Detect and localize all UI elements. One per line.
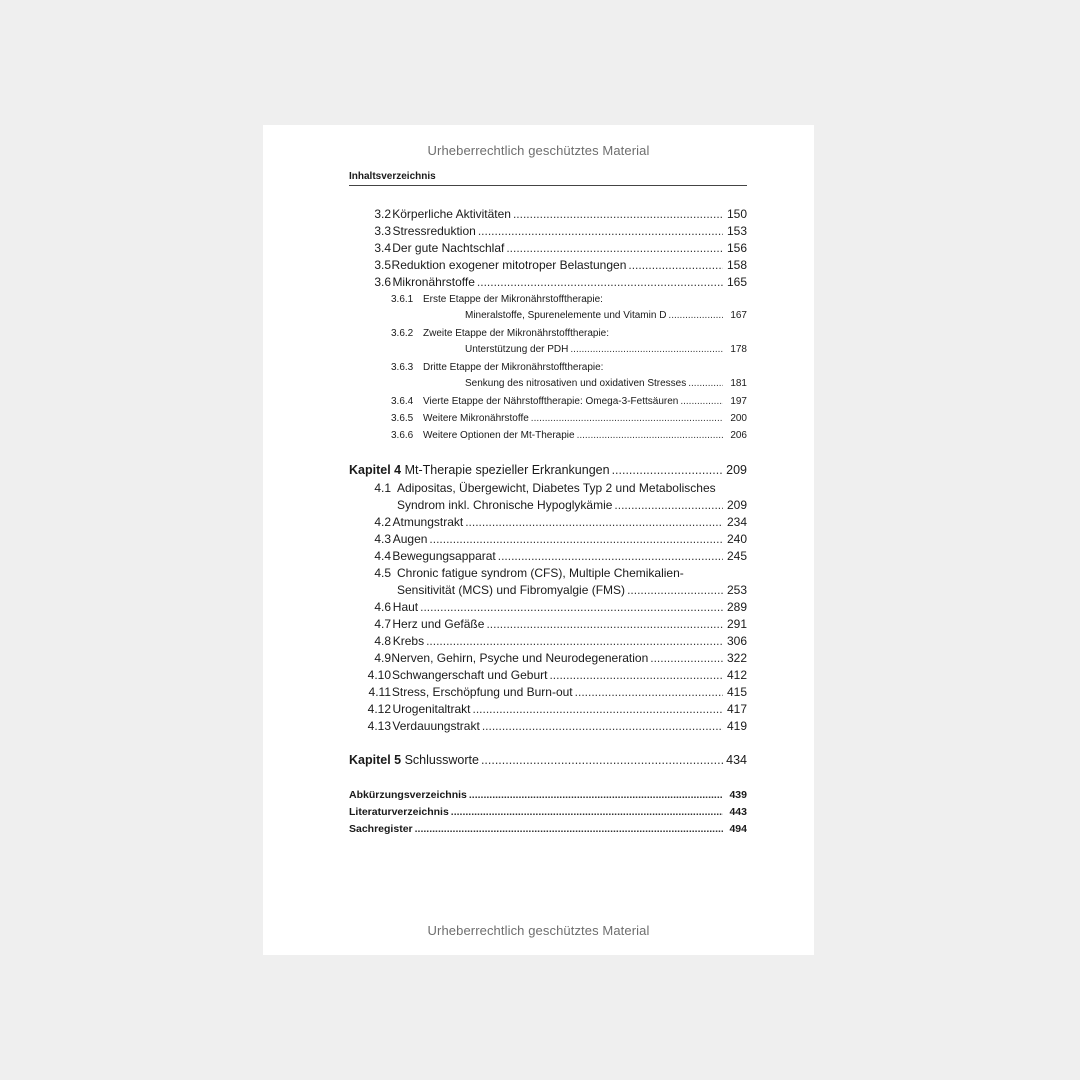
entry-number: 3.6.6 [391,430,414,441]
entry-page: 200 [730,413,747,424]
entry-number: 4.3 [374,532,391,546]
toc-entry-3-5[interactable] [349,258,747,274]
chapter-label: Kapitel 4 [349,463,402,477]
entry-title-line2: Sensitivität (MCS) und Fibromyalgie (FMS) [397,583,626,597]
leader-dots [482,719,723,733]
leader-dots [577,430,723,441]
entry-title: Atmungstrakt [392,515,464,529]
leader-dots [451,806,723,818]
toc-entry-4-11[interactable] [349,685,747,701]
toc-entry-3-6-3-cont[interactable] [349,378,747,394]
entry-page: 209 [726,498,747,512]
entry-number: 4.11 [368,685,391,699]
entry-number: 4.13 [367,719,391,733]
leader-dots [650,651,723,665]
entry-number: 4.10 [367,668,391,682]
toc-entry-3-6-2-cont[interactable] [349,344,747,360]
entry-page: 153 [726,224,747,238]
entry-title: Körperliche Aktivitäten [392,207,511,221]
leader-dots [513,207,723,221]
entry-number: 3.6.4 [391,396,414,407]
chapter-heading [349,463,610,477]
entry-number: 3.2 [374,207,391,221]
entry-number: 4.7 [374,617,391,631]
toc-entry-3-6-1[interactable] [349,294,747,310]
entry-title: Stress, Erschöpfung und Burn-out [391,685,573,699]
leader-dots [478,224,723,238]
entry-page: 434 [726,753,747,767]
entry-number: 3.3 [374,224,391,238]
leader-dots [473,702,723,716]
chapter-heading [349,753,479,767]
entry-number: 4.1 [374,481,391,495]
entry-title: Haut [392,600,419,614]
entry-page: 167 [730,310,747,321]
chapter-title: Mt-Therapie spezieller Erkrankungen [404,463,610,477]
leader-dots [469,789,723,801]
leader-dots [486,617,723,631]
entry-number: 3.6.1 [391,294,414,305]
toc-entry-4-9[interactable] [349,651,747,667]
entry-page: 439 [729,789,747,801]
entry-title: Abkürzungsverzeichnis [349,789,467,801]
entry-number: 4.5 [374,566,391,580]
entry-page: 158 [726,258,747,272]
entry-number: 3.4 [374,241,391,255]
leader-dots [628,258,723,272]
toc-entry-4-1[interactable] [349,481,747,497]
running-head: Inhaltsverzeichnis [349,171,747,186]
toc-entry-4-8[interactable] [349,634,747,650]
entry-page: 306 [726,634,747,648]
watermark-top: Urheberrechtlich geschütztes Material [427,143,650,158]
entry-page: 234 [726,515,747,529]
entry-title-line1: Zweite Etappe der Mikronährstofftherapie: [423,328,610,339]
entry-title-line2: Syndrom inkl. Chronische Hypoglykämie [397,498,613,512]
entry-title-line1: Adipositas, Übergewicht, Diabetes Typ 2 und Metabolisches [397,481,716,495]
leader-dots [612,463,723,477]
toc-literaturverzeichnis[interactable] [349,806,747,822]
toc-entry-4-3[interactable] [349,532,747,548]
toc-entry-3-4[interactable] [349,241,747,257]
entry-number: 3.6.2 [391,328,414,339]
book-page [263,125,814,955]
entry-title: Urogenitaltrakt [392,702,471,716]
toc-sachregister[interactable] [349,823,747,839]
entry-page: 289 [726,600,747,614]
entry-title: Sachregister [349,823,413,835]
toc-entry-4-6[interactable] [349,600,747,616]
entry-title-line1: Chronic fatigue syndrom (CFS), Multiple Chemikalien- [397,566,684,580]
entry-title-line2: Unterstützung der PDH [465,344,569,355]
toc-chapter-4[interactable] [349,463,747,479]
entry-title: Literaturverzeichnis [349,806,449,818]
leader-dots [575,685,723,699]
entry-number: 4.2 [374,515,391,529]
entry-title: Herz und Gefäße [392,617,485,631]
leader-dots [531,413,723,424]
entry-title: Augen [392,532,428,546]
entry-page: 245 [726,549,747,563]
toc-entry-4-2[interactable] [349,515,747,531]
toc-chapter-5[interactable] [349,753,747,769]
leader-dots [498,549,723,563]
toc-entry-3-6-6[interactable] [349,430,747,446]
entry-page: 494 [729,823,747,835]
leader-dots [481,753,723,767]
entry-page: 181 [730,378,747,389]
leader-dots [426,634,723,648]
toc-entry-3-6-4[interactable] [349,396,747,412]
entry-number: 3.6.5 [391,413,414,424]
toc-entry-3-6-3[interactable] [349,362,747,378]
leader-dots [549,668,723,682]
entry-number: 3.6.3 [391,362,414,373]
entry-number: 4.6 [374,600,391,614]
entry-page: 197 [730,396,747,407]
chapter-label: Kapitel 5 [349,753,402,767]
entry-title-line1: Dritte Etappe der Mikronährstofftherapie: [423,362,604,373]
leader-dots [688,378,723,389]
watermark-bottom: Urheberrechtlich geschütztes Material [427,923,650,938]
chapter-title: Schlussworte [404,753,479,767]
leader-dots [627,583,723,597]
toc-entry-3-2[interactable] [349,207,747,223]
entry-page: 240 [726,532,747,546]
entry-title: Reduktion exogener mitotroper Belastungen [391,258,627,272]
entry-title: Vierte Etappe der Nährstofftherapie: Omega-3-Fettsäuren [423,396,679,407]
toc-entry-4-1-cont[interactable] [349,498,747,514]
entry-page: 419 [726,719,747,733]
entry-page: 209 [726,463,747,477]
entry-title: Weitere Optionen der Mt-Therapie [423,430,575,441]
entry-title: Stressreduktion [392,224,476,238]
toc-entry-3-6-5[interactable] [349,413,747,429]
entry-page: 443 [729,806,747,818]
entry-page: 322 [726,651,747,665]
entry-page: 156 [726,241,747,255]
entry-title: Nerven, Gehirn, Psyche und Neurodegeneration [391,651,649,665]
toc-entry-4-13[interactable] [349,719,747,735]
entry-title: Krebs [392,634,425,648]
entry-page: 412 [726,668,747,682]
leader-dots [506,241,723,255]
leader-dots [420,600,723,614]
entry-number: 4.12 [367,702,391,716]
toc-abkuerzungsverzeichnis[interactable] [349,789,747,805]
toc-entry-4-5-cont[interactable] [349,583,747,599]
entry-number: 3.5 [374,258,391,272]
entry-page: 165 [726,275,747,289]
entry-title: Der gute Nachtschlaf [392,241,505,255]
toc-entry-4-4[interactable] [349,549,747,565]
toc-entry-4-5[interactable] [349,566,747,582]
entry-page: 417 [726,702,747,716]
toc-entry-3-6[interactable] [349,275,747,291]
entry-page: 291 [726,617,747,631]
leader-dots [477,275,723,289]
entry-number: 4.8 [374,634,391,648]
entry-title: Mikronährstoffe [392,275,475,289]
entry-title-line2: Senkung des nitrosativen und oxidativen Stresses [465,378,687,389]
entry-number: 3.6 [374,275,391,289]
entry-title: Weitere Mikronährstoffe [423,413,529,424]
toc-entry-4-12[interactable] [349,702,747,718]
leader-dots [465,515,723,529]
entry-title-line2: Mineralstoffe, Spurenelemente und Vitamin D [465,310,667,321]
leader-dots [429,532,723,546]
entry-number: 4.9 [374,651,391,665]
entry-page: 253 [726,583,747,597]
entry-page: 415 [726,685,747,699]
entry-title-line1: Erste Etappe der Mikronährstofftherapie: [423,294,603,305]
toc-entry-3-6-2[interactable] [349,328,747,344]
leader-dots [614,498,723,512]
entry-page: 206 [730,430,747,441]
entry-number: 4.4 [374,549,391,563]
entry-title: Schwangerschaft und Geburt [392,668,548,682]
toc-entry-3-6-1-cont[interactable] [349,310,747,326]
entry-title: Verdauungstrakt [392,719,480,733]
toc-entry-4-7[interactable] [349,617,747,633]
leader-dots [668,310,723,321]
toc-entry-3-3[interactable] [349,224,747,240]
leader-dots [415,823,723,835]
leader-dots [680,396,723,407]
leader-dots [570,344,723,355]
entry-page: 150 [726,207,747,221]
entry-page: 178 [730,344,747,355]
toc-entry-4-10[interactable] [349,668,747,684]
entry-title: Bewegungsapparat [392,549,496,563]
